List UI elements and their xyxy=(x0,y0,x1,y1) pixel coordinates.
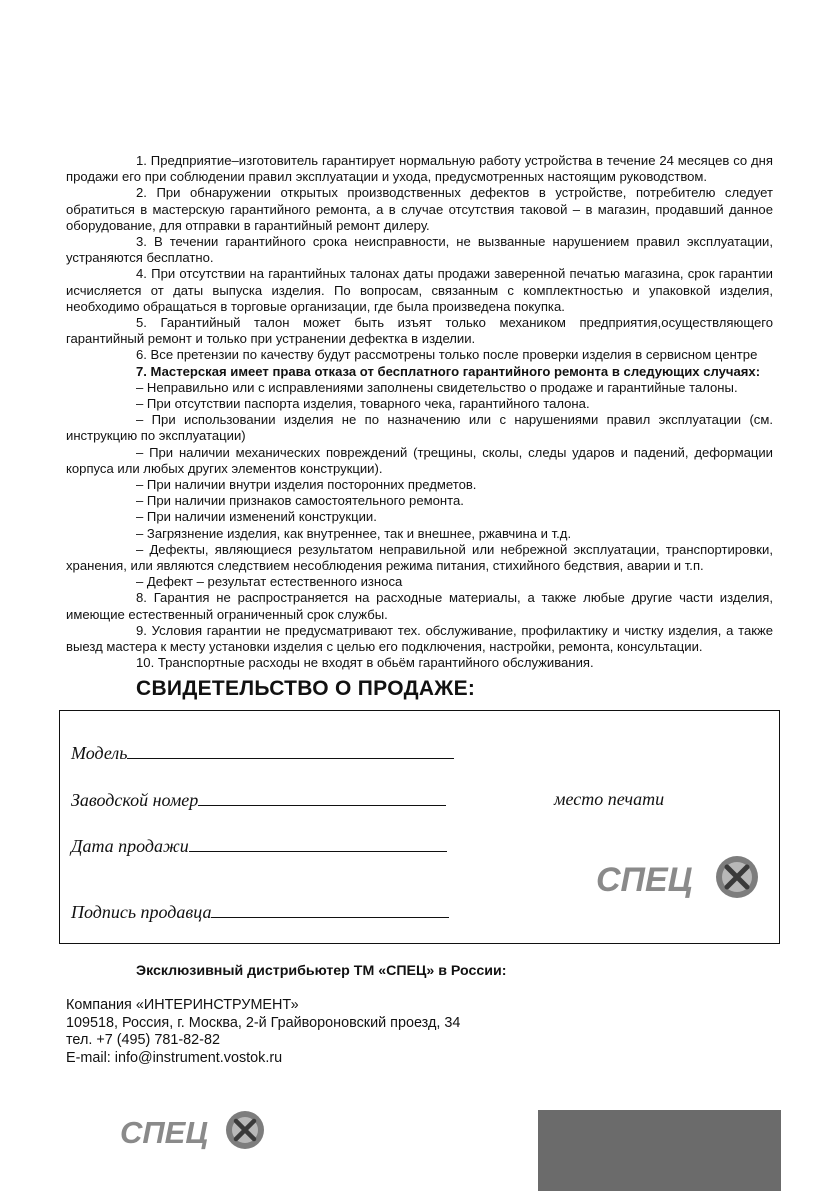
term-item: – При отсутствии паспорта изделия, товарного чека, гарантийного талона. xyxy=(136,396,590,412)
model-line xyxy=(127,742,454,759)
sale-certificate-box xyxy=(59,710,780,944)
date-line xyxy=(189,835,447,852)
model-label: Модель xyxy=(71,743,128,763)
company-name: Компания «ИНТЕРИНСТРУМЕНТ» xyxy=(66,997,299,1013)
term-item: – При наличии изменений конструкции. xyxy=(136,509,377,525)
term-item: – Загрязнение изделия, как внутреннее, так и внешнее, ржавчина и т.д. xyxy=(136,525,572,541)
term-item: – Дефекты, являющиеся результатом неправильной или небрежной эксплуатации, транспортировки, хранения, или являются следствием несоблюдения режима питания, стихийного бедствия, аварии и т.п. xyxy=(66,541,773,574)
term-item: 3. В течении гарантийного срока неисправности, не вызванные нарушением правил эксплуатации, устраняются бесплатно. xyxy=(66,234,773,266)
serial-field[interactable] xyxy=(71,789,446,811)
spec-logo-emblem-icon xyxy=(716,856,758,898)
term-item: – Неправильно или с исправлениями заполнены свидетельство о продаже и гарантийные талоны. xyxy=(136,379,738,395)
model-field[interactable] xyxy=(71,742,454,764)
date-field[interactable] xyxy=(71,835,447,857)
term-item: 6. Все претензии по качеству будут рассмотрены только после проверки изделия в сервисном центре xyxy=(136,347,758,363)
footer-logo-text: СПЕЦ xyxy=(120,1115,208,1150)
certificate-title: СВИДЕТЕЛЬСТВО О ПРОДАЖЕ: xyxy=(136,677,476,700)
stamp-place-label: место печати xyxy=(554,789,665,809)
term-item: 9. Условия гарантии не предусматривают тех. обслуживание, профилактику и чистку изделия, а также выезд мастера к месту установки изделия с целью его подключения, настройки, ремонта, консультации. xyxy=(66,622,773,655)
term-item: – При наличии признаков самостоятельного ремонта. xyxy=(136,493,464,509)
company-contacts xyxy=(66,997,460,1067)
term-item: 5. Гарантийный талон может быть изъят только механиком предприятия,осуществляющего гарантийный ремонт и только при устранении дефектка в изделии. xyxy=(66,315,773,347)
company-address: 109518, Россия, г. Москва, 2-й Грайвороновский проезд, 34 xyxy=(66,1014,461,1031)
signature-label: Подпись продавца xyxy=(71,902,212,922)
footer-spec-logo xyxy=(118,1108,268,1154)
term-item: – Дефект – результат естественного износа xyxy=(136,574,403,590)
company-email: E-mail: info@instrument.vostok.ru xyxy=(66,1049,283,1066)
term-item: 7. Мастерская имеет права отказа от бесплатного гарантийного ремонта в следующих случаях: xyxy=(136,363,761,379)
serial-label: Заводской номер xyxy=(71,790,199,810)
signature-field[interactable] xyxy=(71,901,449,923)
term-item: – При использовании изделия не по назначению или с нарушениями правил эксплуатации (см. инструкцию по эксплуатации) xyxy=(66,412,773,444)
footer-gray-block xyxy=(538,1110,781,1191)
spec-logo xyxy=(594,853,764,903)
term-item: 8. Гарантия не распространяется на расходные материалы, а также любые другие части изделия, имеющие естественный ограниченный срок службы. xyxy=(66,590,773,622)
distributor-heading: Эксклюзивный дистрибьютер ТМ «СПЕЦ» в России: xyxy=(136,963,507,979)
signature-line xyxy=(211,901,449,918)
term-item: 4. При отсутствии на гарантийных талонах даты продажи заверенной печатью магазина, срок гарантии исчисляется от даты выпуска изделия. По вопросам, связанным с комплектностью и упаковкой изделия, необходимо обращаться в торговые организации, где была произведена покупка. xyxy=(66,266,773,314)
company-phone: тел. +7 (495) 781-82-82 xyxy=(66,1032,220,1048)
footer-logo-emblem-icon xyxy=(226,1111,264,1149)
date-label: Дата продажи xyxy=(71,836,189,856)
term-item: 1. Предприятие–изготовитель гарантирует нормальную работу устройства в течение 24 месяцев со дня продажи его при соблюдении правил эксплуатации и ухода, предусмотренных настоящим руководством. xyxy=(66,153,773,185)
serial-line xyxy=(198,789,446,806)
term-item: 10. Транспортные расходы не входят в обьём гарантийного обслуживания. xyxy=(136,655,594,671)
term-item: – При наличии механических повреждений (трещины, сколы, следы ударов и падений, деформации корпуса или любых других элементов конструкции). xyxy=(66,444,773,476)
warranty-terms xyxy=(66,153,773,672)
term-item: – При наличии внутри изделия посторонних предметов. xyxy=(136,477,477,493)
term-item: 2. При обнаружении открытых производственных дефектов в устройстве, потребителю следует обратиться в мастерскую гарантийного ремонта, а в случае отсутствия таковой – в магазин, продавший данное оборудование, для отправки в гарантийный ремонт дилеру. xyxy=(66,185,773,233)
spec-logo-text: СПЕЦ xyxy=(596,861,693,899)
